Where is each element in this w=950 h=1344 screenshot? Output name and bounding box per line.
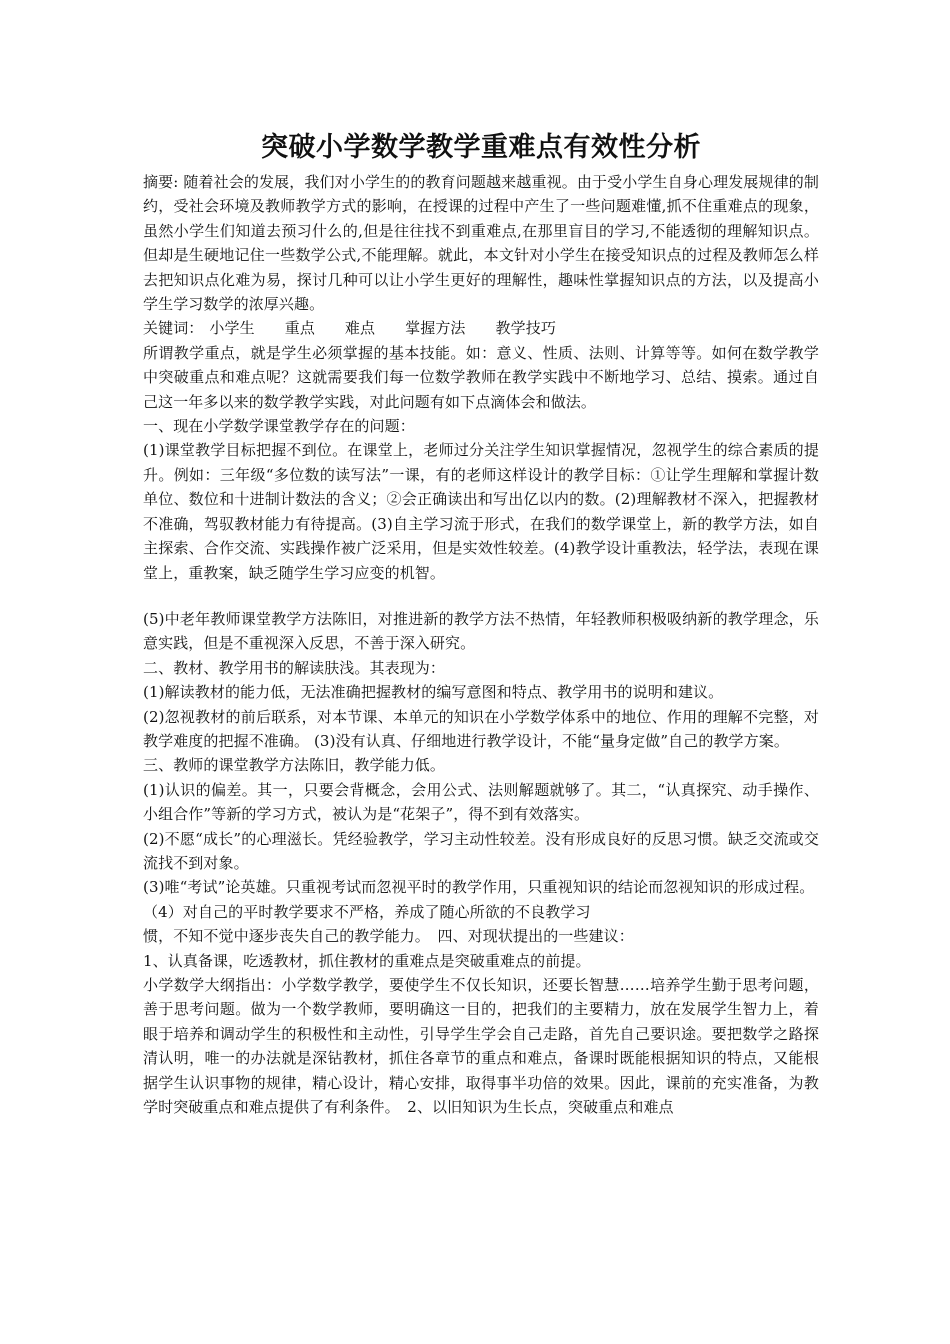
abstract-paragraph: 摘要: 随着社会的发展，我们对小学生的的教育问题越来越重视。由于受小学生自身心理发展规律的制约，受社会环境及教师教学方式的影响，在授课的过程中产生了一些问题难懂,抓不住重难点的现象，虽然小学生们知道去预习什么的,但是往往找不到重难点,在那里盲目的学习,不能透彻的理解知识点。但却是生硬地记住一些数学公式,不能理解。就此，本文针对小学生在接受知识点的过程及教师怎么样去把知识点化难为易，探讨几种可以让小学生更好的理解性，趣味性掌握知识点的方法，以及提高小学生学习数学的浓厚兴趣。	[143, 173, 819, 314]
section-heading-2: 二、教材、教学用书的解读肤浅。其表现为：	[143, 658, 446, 677]
keyword-item: 重点	[284, 319, 315, 338]
body-paragraph: (1)解读教材的能力低，无法准确把握教材的编写意图和特点、教学用书的说明和建议。	[143, 683, 724, 702]
keyword-item: 掌握方法	[405, 319, 466, 338]
body-paragraph: (2)不愿“成长”的心理滋长。凭经验教学，学习主动性较差。没有形成良好的反思习惯。缺乏交流或交流找不到对象。	[143, 829, 819, 872]
document-page	[143, 128, 819, 1119]
body-paragraph: （4）对自己的平时教学要求不严格，养成了随心所欲的不良教学习	[143, 902, 591, 921]
body-paragraph: (3)唯“考试”论英雄。只重视考试而忽视平时的教学作用，只重视知识的结论而忽视知识的形成过程。	[143, 878, 815, 897]
document-title: 突破小学数学教学重难点有效性分析	[261, 132, 701, 163]
section-heading-3: 三、教师的课堂教学方法陈旧，教学能力低。	[143, 756, 446, 775]
keyword-item: 教学技巧	[495, 319, 556, 338]
keywords-label: 关键词：	[143, 319, 204, 338]
intro-paragraph: 所谓教学重点，就是学生必须掌握的基本技能。如：意义、性质、法则、计算等等。如何在数学教学中突破重点和难点呢？这就需要我们每一位数学教师在教学实践中不断地学习、总结、摸索。通过自己这一年多以来的数学教学实践，对此问题有如下点滴体会和做法。	[143, 343, 819, 411]
body-paragraph: (2)忽视教材的前后联系，对本节课、本单元的知识在小学数学体系中的地位、作用的理解不完整，对教学难度的把握不准确。 (3)没有认真、仔细地进行教学设计，不能“量身定做”自己的教学方案。	[143, 707, 819, 750]
subsection-heading: 1、认真备课，吃透教材，抓住教材的重难点是突破重难点的前提。	[143, 951, 591, 970]
body-paragraph: 小学数学大纲指出：小学数学教学，要使学生不仅长知识，还要长智慧……培养学生勤于思考问题，善于思考问题。做为一个数学教师，要明确这一目的，把我们的主要精力，放在发展学生智力上，着眼于培养和调动学生的积极性和主动性，引导学生学会自己走路，首先自己要识途。要把数学之路探清认明，唯一的办法就是深钻教材，抓住各章节的重点和难点，备课时既能根据知识的特点，又能根据学生认识事物的规律，精心设计，精心安排，取得事半功倍的效果。因此，课前的充实准备，为教学时突破重点和难点提供了有利条件。 2、以旧知识为生长点，突破重点和难点	[143, 976, 819, 1117]
keywords-line	[143, 316, 819, 340]
body-paragraph: 惯，不知不觉中逐步丧失自己的教学能力。 四、对现状提出的一些建议：	[143, 927, 634, 946]
body-paragraph: (1)认识的偏差。其一，只要会背概念，会用公式、法则解题就够了。其二，“认真探究、动手操作、小组合作”等新的学习方式，被认为是“花架子”，得不到有效落实。	[143, 780, 819, 824]
body-paragraph: (5)中老年教师课堂教学方法陈旧，对推进新的教学方法不热情，年轻教师积极吸纳新的教学理念，乐意实践，但是不重视深入反思，不善于深入研究。	[143, 609, 819, 653]
keyword-item: 小学生	[209, 319, 255, 338]
section-heading-1: 一、现在小学数学课堂教学存在的问题：	[143, 417, 415, 436]
body-paragraph: (1)课堂教学目标把握不到位。在课堂上，老师过分关注学生知识掌握情况，忽视学生的综合素质的提升。例如：三年级“多位数的读写法”一课，有的老师这样设计的教学目标：①让学生理解和掌握计数单位、数位和十进制计数法的含义；②会正确读出和写出亿以内的数。(2)理解教材不深入，把握教材不准确，驾驭教材能力有待提高。(3)自主学习流于形式，在我们的数学课堂上，新的教学方法，如自主探索、合作交流、实践操作被广泛采用，但是实效性较差。(4)教学设计重教法，轻学法，表现在课堂上，重教案，缺乏随学生学习应变的机智。	[143, 441, 819, 582]
keyword-item: 难点	[344, 319, 376, 338]
